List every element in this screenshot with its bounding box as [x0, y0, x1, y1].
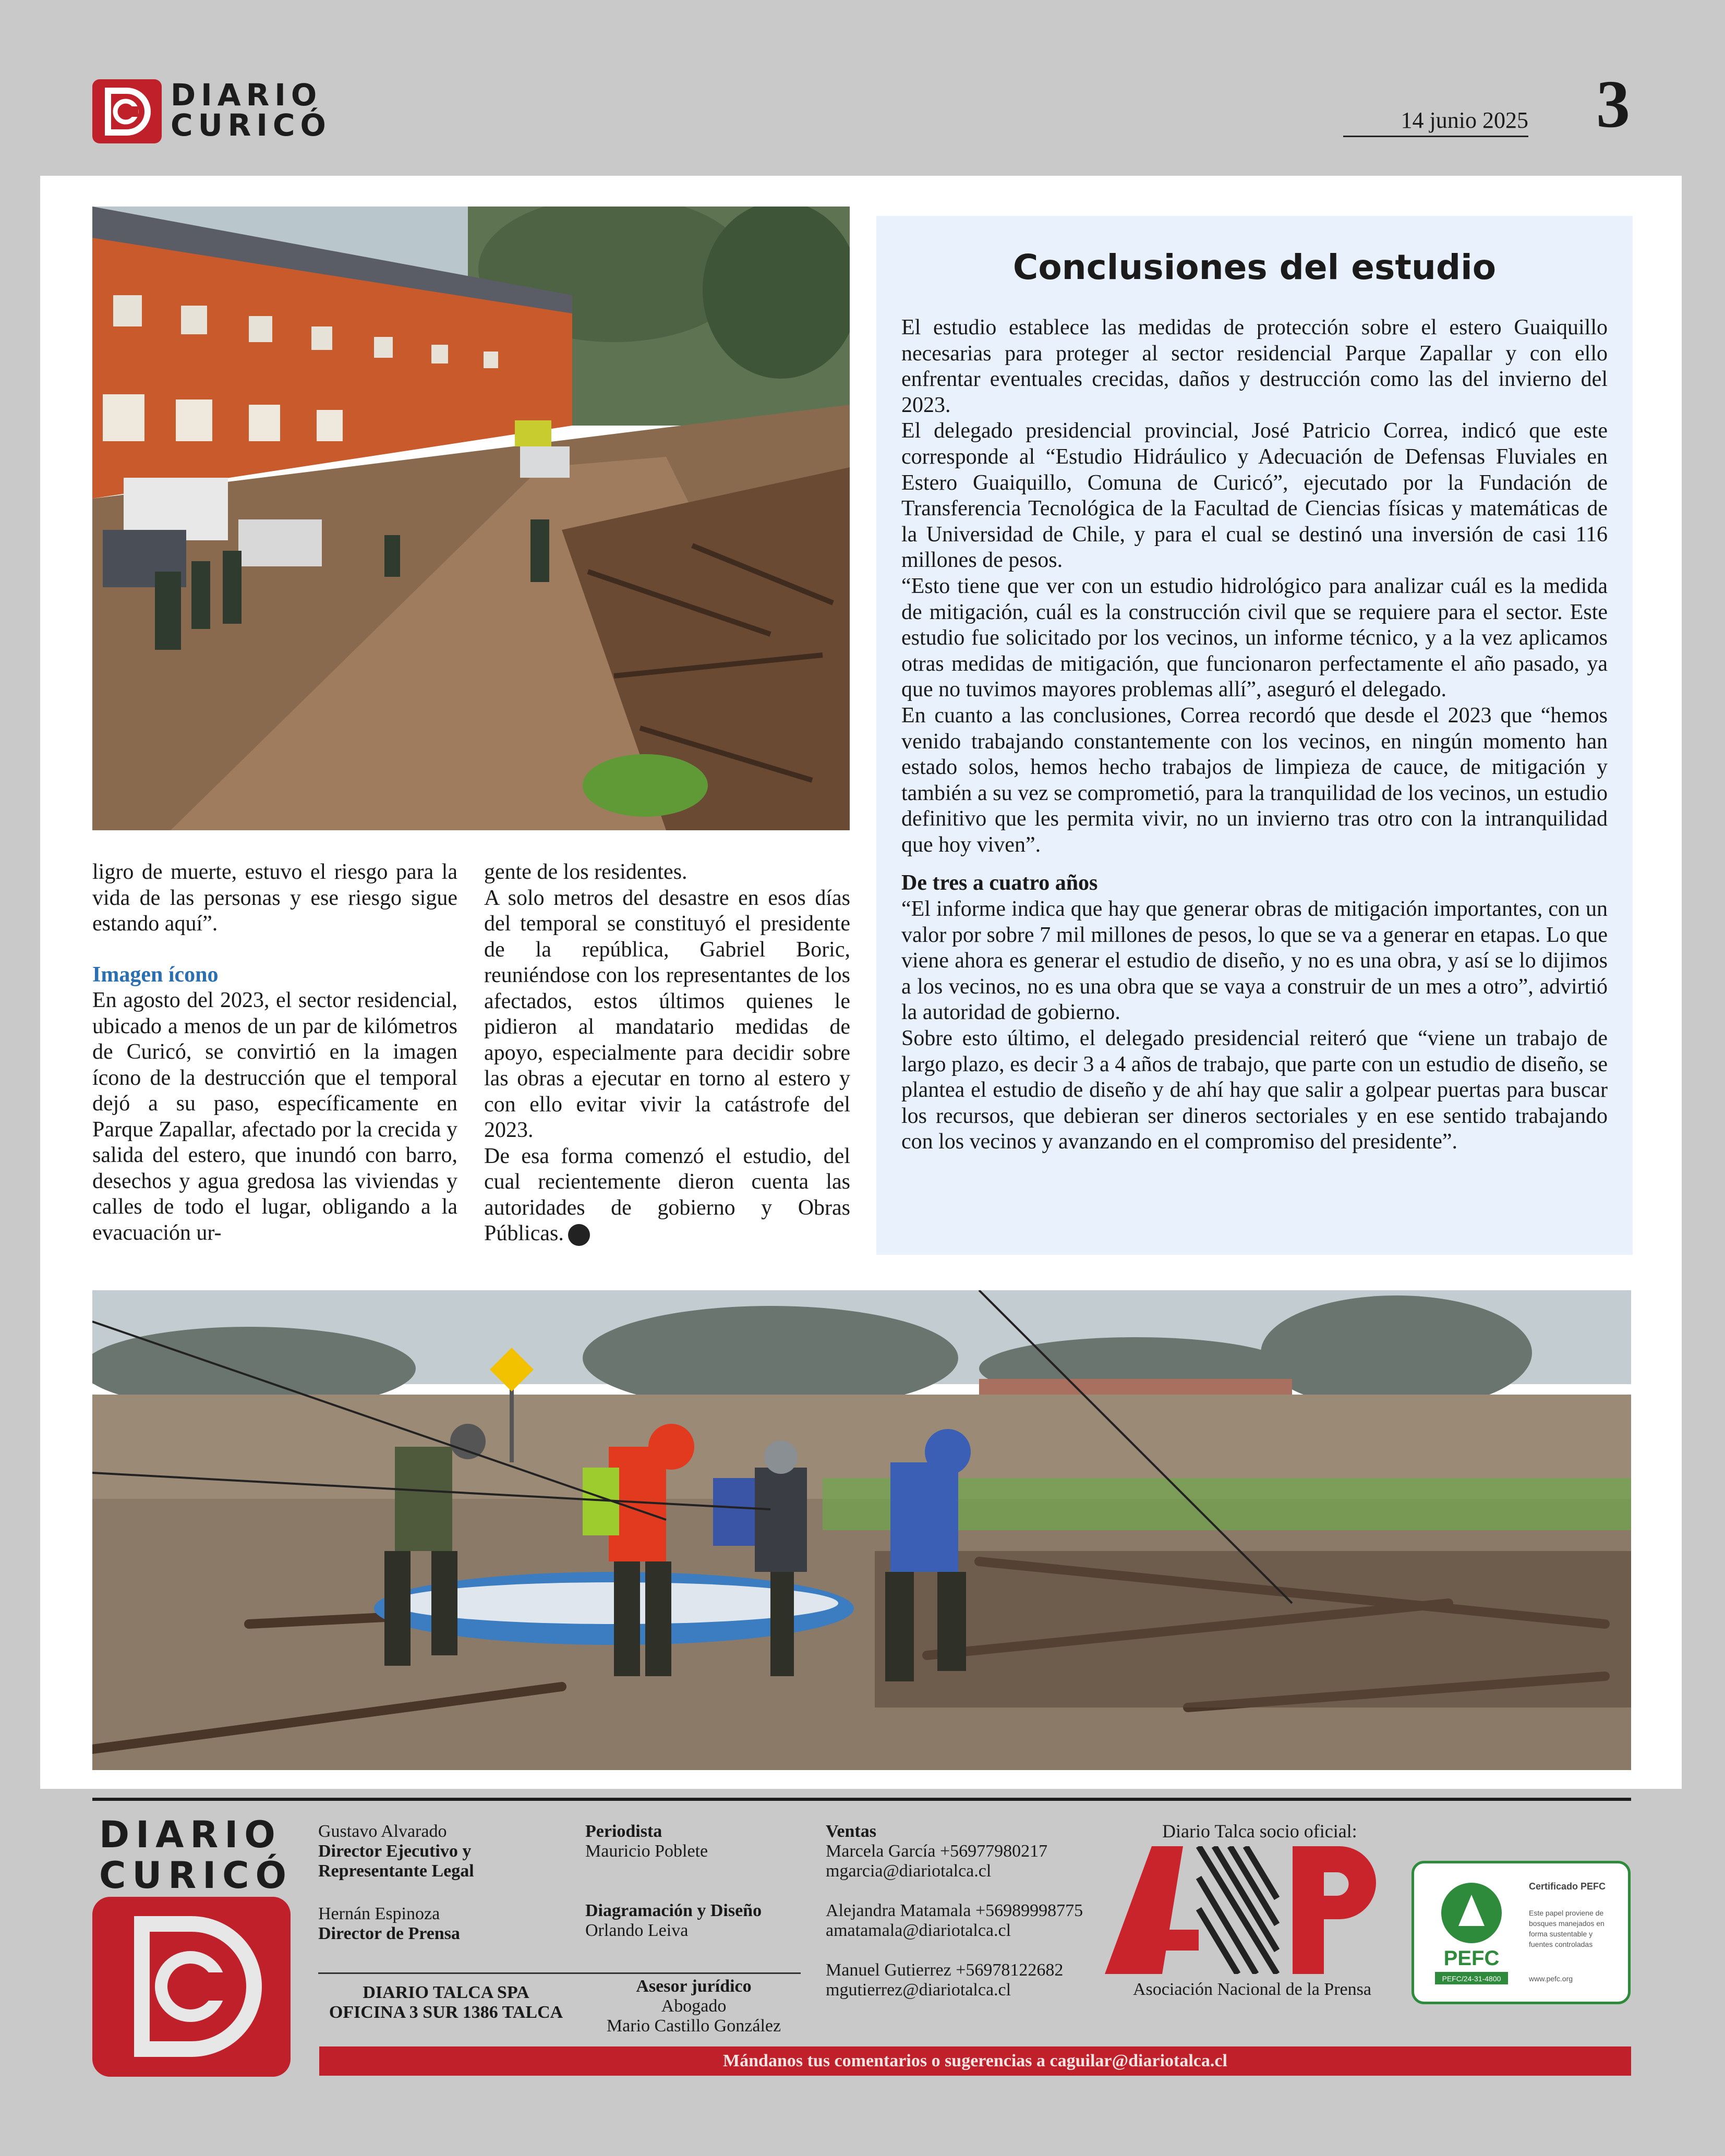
pefc-text: bosques manejados en: [1529, 1919, 1605, 1928]
conclusions-paragraph: El delegado presidencial provincial, José Patricio Correa, indicó que este corresponde al “Estudio Hidráulico y Adecuación de Defensas Fluviales en Estero Guaiquillo, Comuna de Curicó”, ejecutado por la Fundación de Transferencia Tecnológica de la Facultad de Ciencias físicas y matemáticas de la Universidad de Chile, y para el cual se destinó una inversión de casi 116 millones de pesos.: [901, 419, 1608, 573]
pefc-text: Este papel proviene de: [1529, 1909, 1604, 1917]
brand-name-line1: DIARIO: [171, 77, 322, 113]
article-column-1: [92, 859, 457, 1246]
conclusions-paragraph: “El informe indica que hay que generar obras de mitigación importantes, con un valor por sobre 7 mil millones de pesos, lo que se va a generar en etapas. Lo que viene ahora es generar el estudio de diseño, y no es una obra, y así se lo dijimos a los vecinos, no es una obra que se vaya a construir de un mes a otro”, advirtió la autoridad de gobierno.: [901, 897, 1608, 1025]
sales-contact-line: Manuel Gutierrez +56978122682: [826, 1960, 1064, 1980]
conclusions-subheading: De tres a cuatro años: [901, 871, 1098, 895]
sales-email-link[interactable]: amatamala@diariotalca.cl: [826, 1921, 1011, 1940]
conclusions-title: Conclusiones del estudio: [1012, 247, 1497, 287]
article-text: A solo metros del desastre en esos días del temporal se constituyó el presidente de la república, Gabriel Boric, reuniéndose con los representantes de los afectados, estos últimos quienes le pidieron al mandatario medidas de apoyo, especialmente para decidir sobre las obras a ejecutar en torno al estero y con ello evitar vivir la catástrofe del 2023.: [484, 886, 850, 1142]
footer-brand-line1: DIARIO: [99, 1813, 282, 1856]
article-text: ligro de muerte, estuvo el riesgo para la vida de las personas y ese riesgo sigue estando aquí”.: [92, 860, 457, 936]
staff-name: Orlando Leiva: [585, 1921, 689, 1940]
article-column-2: [484, 859, 850, 1247]
footer-staff-column-2: [585, 1822, 804, 1941]
staff-name: Hernán Espinoza: [318, 1904, 440, 1923]
flooded-street-photo: [92, 207, 850, 830]
staff-role: Diagramación y Diseño: [585, 1901, 762, 1920]
pefc-text: fuentes controladas: [1529, 1940, 1593, 1948]
staff-name: Mario Castillo González: [606, 2016, 781, 2036]
conclusions-paragraph: “Esto tiene que ver con un estudio hidrológico para analizar cuál es la medida de mitigación, cuál es la construcción civil que se requiere para el sector. Este estudio fue solicitado por los vecinos, un informe técnico, y a la vez aplicamos otras medidas de mitigación, que funcionaron perfectamente el año pasado, ya que no tuvimos mayores problemas allí”, aseguró el delegado.: [901, 574, 1608, 702]
staff-name: Gustavo Alvarado: [318, 1822, 447, 1841]
end-of-article-icon: [568, 1224, 590, 1246]
staff-role: Representante Legal: [318, 1861, 474, 1881]
company-address: OFICINA 3 SUR 1386 TALCA: [329, 2003, 563, 2022]
pefc-url: www.pefc.org: [1529, 1975, 1573, 1983]
sales-contacts: [826, 1822, 1118, 2000]
sales-contact-line: Alejandra Matamala +56989998775: [826, 1901, 1083, 1920]
diario-curico-logo-icon: [92, 79, 162, 143]
article-text: gente de los residentes.: [484, 860, 687, 884]
company-info: [318, 1983, 574, 2022]
sales-email-link[interactable]: mgarcia@diariotalca.cl: [826, 1861, 992, 1881]
footer-rule: [92, 1798, 1631, 1801]
staff-role: Director Ejecutivo y: [318, 1842, 472, 1861]
staff-role: Director de Prensa: [318, 1924, 460, 1943]
footer-brand-line2: CURICÓ: [99, 1854, 293, 1897]
staff-role: Periodista: [585, 1822, 662, 1841]
anp-logo-icon: [1105, 1846, 1397, 1974]
staff-role: Asesor jurídico: [636, 1977, 752, 1996]
pefc-code: PEFC/24-31-4800: [1442, 1975, 1501, 1983]
issue-date: 14 junio 2025: [1343, 107, 1528, 137]
brand-name-line2: CURICÓ: [171, 107, 331, 143]
anp-caption: Asociación Nacional de la Prensa: [1133, 1980, 1371, 1999]
sales-email-link[interactable]: mgutierrez@diariotalca.cl: [826, 1980, 1011, 2000]
subheading: Imagen ícono: [92, 962, 219, 987]
pefc-mark: PEFC: [1443, 1947, 1500, 1970]
company-name: DIARIO TALCA SPA: [363, 1983, 529, 2002]
legal-advisor: [579, 1977, 809, 2036]
footer-divider: [318, 1972, 801, 1974]
staff-name: Mauricio Poblete: [585, 1842, 708, 1861]
pefc-text: forma sustentable y: [1529, 1930, 1593, 1938]
footer-staff-column-1: [318, 1822, 548, 1944]
pefc-certification: [1412, 1861, 1631, 2004]
conclusions-paragraph: Sobre esto último, el delegado presidencial reiteró que “viene un trabajo de largo plazo, es decir 3 a 4 años de trabajo, que parte con un estudio de diseño, se plantea el estudio de diseño y de ahí hay que salir a golpear puertas para buscar los recursos, que debieran ser dineros sectoriales y en ese sentido trabajando con los vecinos y avanzando en el compromiso del presidente”.: [901, 1026, 1608, 1154]
staff-role: Abogado: [661, 1996, 727, 2016]
page-number: 3: [1596, 67, 1630, 142]
sales-contact-line: Marcela García +56977980217: [826, 1842, 1048, 1861]
article-text: En agosto del 2023, el sector residencial, ubicado a menos de un par de kilómetros de Curicó, se convirtió en la imagen ícono de la destrucción que el temporal dejó a su paso, específicamente en Parque Zapallar, afectado por la crecida y salida del estero, que inundó con barro, desechos y agua gredosa las viviendas y calles de todo el lugar, obligando a la evacuación ur-: [92, 988, 457, 1245]
footer-logo-icon: [92, 1897, 291, 2077]
feedback-banner[interactable]: Mándanos tus comentarios o sugerencias a caguilar@diariotalca.cl: [319, 2046, 1631, 2076]
conclusions-paragraph: El estudio establece las medidas de protección sobre el estero Guaiquillo necesarias para proteger al sector residencial Parque Zapallar y con ello enfrentar eventuales crecidas, daños y destrucción como las del invierno del 2023.: [901, 316, 1608, 417]
sales-heading: Ventas: [826, 1822, 876, 1841]
conclusions-paragraph: En cuanto a las conclusiones, Correa recordó que desde el 2023 que “hemos venido trabajando constantemente con los vecinos, en ningún momento han estado solos, hemos hecho trabajos de limpieza de cauce, de mitigación y también a su vez se comprometió, para la tranquilidad de los vecinos, un estudio definitivo que les permita vivir, no un invierno tras otro con la intranquilidad que hoy viven”.: [901, 703, 1608, 857]
partner-label: Diario Talca socio oficial:: [1162, 1821, 1357, 1842]
flood-rescue-photo: [92, 1290, 1631, 1770]
article-text: De esa forma comenzó el estudio, del cual recientemente dieron cuenta las autoridades de gobierno y Obras Públicas.: [484, 1144, 850, 1245]
conclusions-body: [901, 315, 1608, 1155]
pefc-title: Certificado PEFC: [1529, 1881, 1606, 1892]
